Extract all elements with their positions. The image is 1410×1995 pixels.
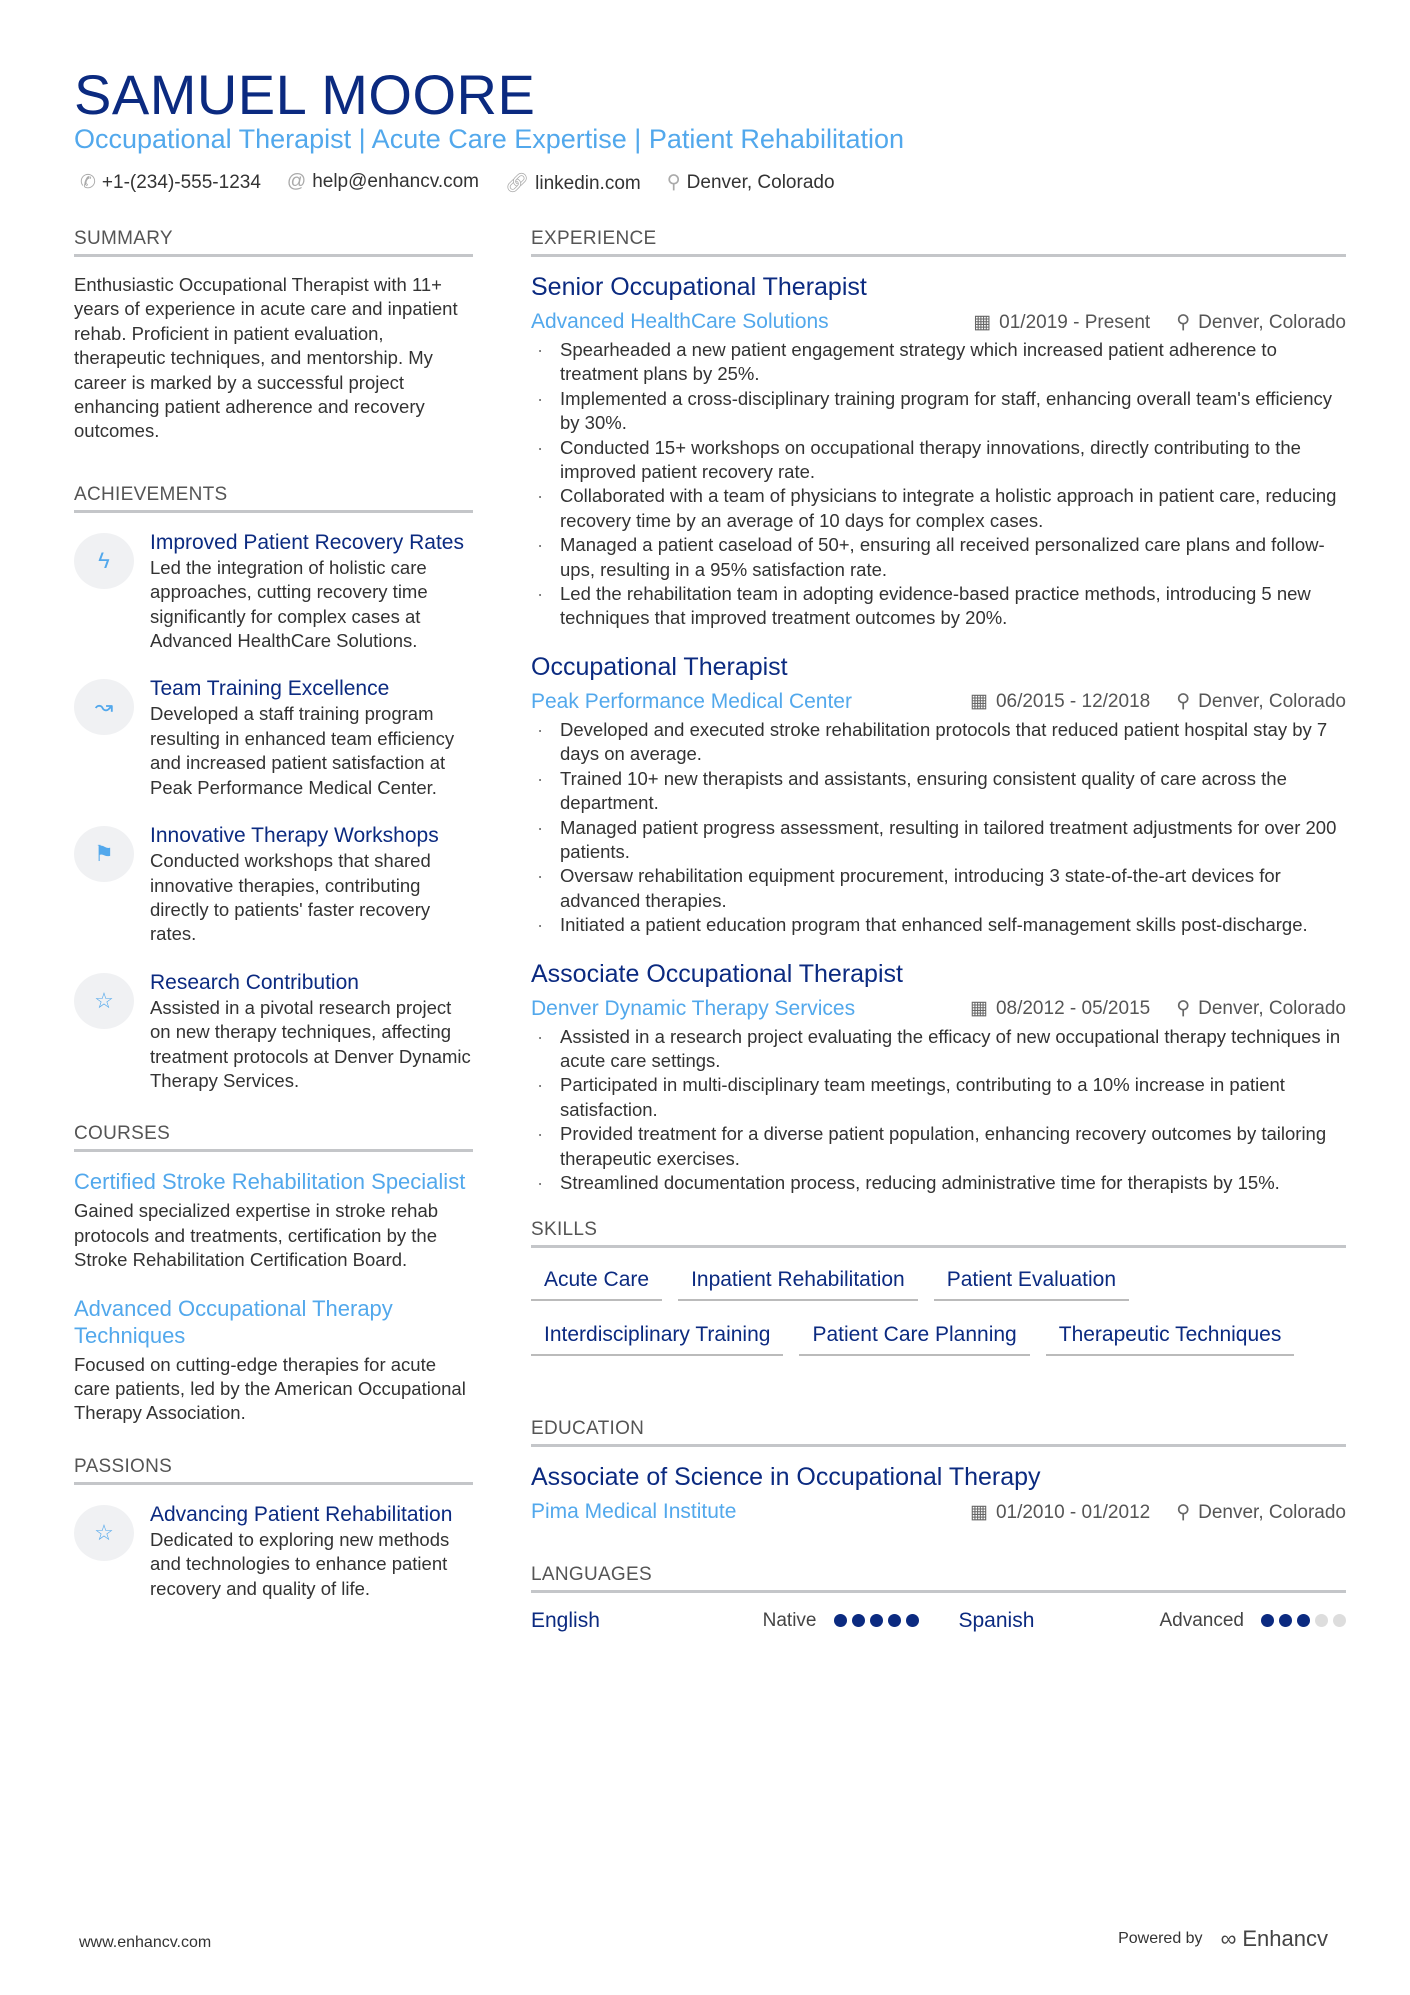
achievements-description: Developed a staff training program resulting in enhanced team efficiency and increased patient satisfaction at Peak Performance Medical Center.: [150, 703, 455, 798]
language-item: [959, 1609, 1347, 1633]
job-dates: 06/2015 - 12/2018: [995, 691, 1151, 713]
course-title: Advanced Occupational Therapy Techniques: [74, 1295, 393, 1348]
bolt-icon: ϟ: [74, 533, 134, 589]
job-meta: [531, 690, 1346, 714]
job-title: Senior Occupational Therapist: [531, 273, 867, 301]
education-degree: Associate of Science in Occupational Therapy: [531, 1463, 1041, 1492]
achievements-title: Improved Patient Recovery Rates: [150, 530, 464, 554]
language-name: English: [531, 1609, 600, 1633]
calendar-icon: ▦: [970, 1501, 988, 1523]
rating-dot: [834, 1614, 847, 1627]
achievements-heading: ACHIEVEMENTS: [74, 484, 473, 513]
job-bullet: · Conducted 15+ workshops on occupational therapy innovations, directly contributing to the improved patient recovery rate.: [531, 436, 1346, 485]
job-bullet: · Initiated a patient education program that enhanced self-management skills post-discharge.: [531, 913, 1346, 937]
education-location: Denver, Colorado: [1198, 1501, 1346, 1523]
link-icon: 🔗︎: [505, 173, 530, 194]
location-pin-icon: ⚲: [1176, 691, 1191, 713]
rating-dot: [906, 1614, 919, 1627]
job-bullet: · Assisted in a research project evaluating the efficacy of new occupational therapy techniques in acute care settings.: [531, 1025, 1346, 1074]
job-bullet: · Trained 10+ new therapists and assistants, ensuring consistent quality of care across the department.: [531, 767, 1346, 816]
location-pin-icon: ⚲: [1176, 1501, 1191, 1523]
job-location: Denver, Colorado: [1198, 998, 1346, 1020]
contact-email[interactable]: @ help@enhancv.com: [286, 171, 479, 192]
passions-body: [150, 1501, 473, 1601]
rating-dot: [1279, 1614, 1292, 1627]
achievements-description: Led the integration of holistic care approaches, cutting recovery time significantly for complex cases at Advanced HealthCare Solutions.: [150, 556, 428, 652]
rating-dot: [1333, 1614, 1346, 1627]
job-title: Associate Occupational Therapist: [531, 959, 903, 988]
footer-website[interactable]: www.enhancv.com: [79, 1934, 212, 1951]
flag-icon: ⚑: [74, 826, 134, 882]
path-icon: ↝: [74, 679, 134, 735]
education-dates: 01/2010 - 01/2012: [995, 1501, 1151, 1523]
course-description: Gained specialized expertise in stroke rehab protocols and treatments, certification by the Stroke Rehabilitation Certification Board.: [74, 1200, 439, 1271]
job-bullet: · Oversaw rehabilitation equipment procurement, introducing 3 state-of-the-art devices for advanced therapies.: [531, 864, 1346, 913]
job-bullet: · Streamlined documentation process, reducing administrative time for therapists by 15%.: [531, 1171, 1346, 1195]
achievements-title: Innovative Therapy Workshops: [150, 824, 439, 848]
language-rating: [829, 1609, 919, 1633]
skill-tag: Interdisciplinary Training: [531, 1319, 783, 1356]
experience-heading: EXPERIENCE: [531, 228, 1346, 257]
location-pin-icon: ⚲: [1176, 998, 1191, 1020]
achievements-title: Team Training Excellence: [150, 677, 390, 701]
right-column: [531, 228, 1346, 1633]
passions-description: Dedicated to exploring new methods and technologies to enhance patient recovery and quality of life.: [150, 1528, 450, 1599]
contact-phone: ✆ +1-(234)-555-1234: [80, 172, 261, 193]
job-title: Occupational Therapist: [531, 652, 788, 681]
language-level: Advanced: [1159, 1610, 1244, 1632]
candidate-name: SAMUEL MOORE: [74, 63, 536, 126]
education-school: Pima Medical Institute: [531, 1500, 737, 1524]
contact-bar: [80, 171, 835, 195]
achievements-item: [74, 529, 473, 654]
skill-tag: Patient Evaluation: [934, 1264, 1129, 1301]
footer-branding: [1118, 1926, 1328, 1952]
passions-list: [74, 1501, 473, 1601]
calendar-icon: ▦: [973, 311, 992, 333]
passions-item: [74, 1501, 473, 1601]
summary-text: Enthusiastic Occupational Therapist with 11+ years of experience in acute care and inpatient rehab. Proficient in patient evaluation, therapeutic techniques, and mentorship. My career is marked by a successful project enhancing patient adherence and recovery outcomes.: [74, 274, 458, 442]
job-location: Denver, Colorado: [1198, 691, 1346, 713]
job-bullet: · Provided treatment for a diverse patient population, enhancing recovery outcomes by tailoring therapeutic exercises.: [531, 1122, 1346, 1171]
job-bullet: · Participated in multi-disciplinary team meetings, contributing to a 10% increase in patient satisfaction.: [531, 1073, 1346, 1122]
candidate-headline: Occupational Therapist | Acute Care Expertise | Patient Rehabilitation: [74, 124, 904, 154]
language-level: Native: [762, 1610, 817, 1632]
skills-heading: SKILLS: [531, 1219, 1346, 1248]
job-date-location: [970, 690, 1346, 713]
courses-list: [74, 1168, 473, 1425]
job-dates-wrap: [970, 997, 1150, 1020]
job-entry: [531, 960, 1346, 1196]
passions-title: Advancing Patient Rehabilitation: [150, 1502, 453, 1526]
job-entry: [531, 273, 1346, 631]
skill-tag: Acute Care: [531, 1264, 662, 1301]
star-icon: ☆: [74, 1505, 134, 1561]
passions-heading: PASSIONS: [74, 1456, 473, 1485]
job-bullet: · Spearheaded a new patient engagement strategy which increased patient adherence to treatment plans by 25%.: [531, 338, 1346, 387]
education-heading: EDUCATION: [531, 1418, 1346, 1447]
job-dates-wrap: [973, 311, 1150, 334]
skill-tag: Therapeutic Techniques: [1046, 1319, 1295, 1356]
phone-icon: ✆: [80, 172, 96, 193]
rating-dot: [852, 1614, 865, 1627]
job-bullet: · Led the rehabilitation team in adopting evidence-based practice methods, introducing 5 new techniques that improved treatment outcomes by 20%.: [531, 582, 1346, 631]
course-item: [74, 1295, 473, 1426]
achievements-title: Research Contribution: [150, 970, 359, 994]
job-company: Peak Performance Medical Center: [531, 689, 852, 713]
job-dates: 08/2012 - 05/2015: [995, 998, 1151, 1020]
job-meta: [531, 997, 1346, 1021]
course-description: Focused on cutting-edge therapies for acute care patients, led by the American Occupational Therapy Association.: [74, 1353, 466, 1424]
summary-heading: SUMMARY: [74, 228, 473, 257]
language-item: [531, 1609, 919, 1633]
job-location-wrap: [1176, 997, 1346, 1020]
at-icon: @: [286, 171, 307, 192]
job-location: Denver, Colorado: [1198, 311, 1346, 333]
job-bullets: [531, 718, 1346, 938]
achievements-body: [150, 969, 473, 1094]
calendar-icon: ▦: [970, 691, 988, 713]
achievements-body: [150, 675, 473, 800]
job-bullets: [531, 338, 1346, 631]
achievements-description: Assisted in a pivotal research project on new therapy techniques, affecting treatment protocols at Denver Dynamic Therapy Services.: [150, 996, 471, 1091]
rating-dot: [870, 1614, 883, 1627]
contact-linkedin[interactable]: 🔗︎ linkedin.com: [505, 173, 641, 194]
job-entry: [531, 653, 1346, 938]
course-title: Certified Stroke Rehabilitation Specialist: [74, 1169, 466, 1195]
job-bullets: [531, 1025, 1346, 1196]
education-meta: [531, 1500, 1346, 1524]
infinity-icon: ∞: [1220, 1926, 1237, 1951]
skill-tag: Inpatient Rehabilitation: [678, 1264, 918, 1301]
language-rating: [1256, 1609, 1346, 1633]
enhancv-logo: ∞ Enhancv: [1220, 1926, 1328, 1951]
rating-dot: [1297, 1614, 1310, 1627]
languages-list: [531, 1609, 1346, 1633]
calendar-icon: ▦: [970, 998, 988, 1020]
powered-by-label: Powered by: [1118, 1930, 1203, 1947]
experience-list: [531, 273, 1346, 1195]
rating-dot: [888, 1614, 901, 1627]
job-bullet: · Developed and executed stroke rehabilitation protocols that reduced patient hospital stay by 7 days on average.: [531, 718, 1346, 767]
rating-dot: [1315, 1614, 1328, 1627]
job-dates: 01/2019 - Present: [999, 311, 1151, 333]
star-icon: ☆: [74, 973, 134, 1029]
achievements-item: [74, 822, 473, 947]
language-name: Spanish: [958, 1609, 1035, 1633]
achievements-body: [150, 822, 473, 947]
rating-dot: [1261, 1614, 1274, 1627]
location-pin-icon: ⚲: [666, 172, 681, 193]
job-company: Denver Dynamic Therapy Services: [531, 996, 856, 1020]
achievements-item: [74, 969, 473, 1094]
achievements-list: [74, 529, 473, 1094]
job-date-location: [973, 311, 1346, 334]
job-bullet: · Managed patient progress assessment, resulting in tailored treatment adjustments for over 200 patients.: [531, 816, 1346, 865]
skills-list: [531, 1264, 1346, 1374]
achievements-item: [74, 675, 473, 800]
contact-location: ⚲ Denver, Colorado: [666, 172, 835, 193]
courses-heading: COURSES: [74, 1123, 473, 1152]
job-location-wrap: [1176, 690, 1346, 713]
skill-tag: Patient Care Planning: [799, 1319, 1029, 1356]
course-item: [74, 1168, 473, 1272]
job-date-location: [970, 997, 1346, 1020]
languages-heading: LANGUAGES: [531, 1564, 1346, 1593]
job-location-wrap: [1176, 311, 1346, 334]
left-column: [74, 228, 473, 1623]
achievements-description: Conducted workshops that shared innovative therapies, contributing directly to patients' faster recovery rates.: [150, 850, 431, 945]
achievements-body: [150, 529, 473, 654]
job-company: Advanced HealthCare Solutions: [531, 310, 829, 333]
location-pin-icon: ⚲: [1176, 311, 1191, 333]
job-bullet: · Implemented a cross-disciplinary training program for staff, enhancing overall team's efficiency by 30%.: [531, 387, 1346, 436]
job-bullet: · Managed a patient caseload of 50+, ensuring all received personalized care plans and follow-ups, resulting in a 95% satisfaction rate.: [531, 533, 1346, 582]
job-meta: [531, 310, 1346, 334]
job-bullet: · Collaborated with a team of physicians to integrate a holistic approach in patient care, reducing recovery time by an average of 10 days for complex cases.: [531, 484, 1346, 533]
job-dates-wrap: [970, 690, 1150, 713]
